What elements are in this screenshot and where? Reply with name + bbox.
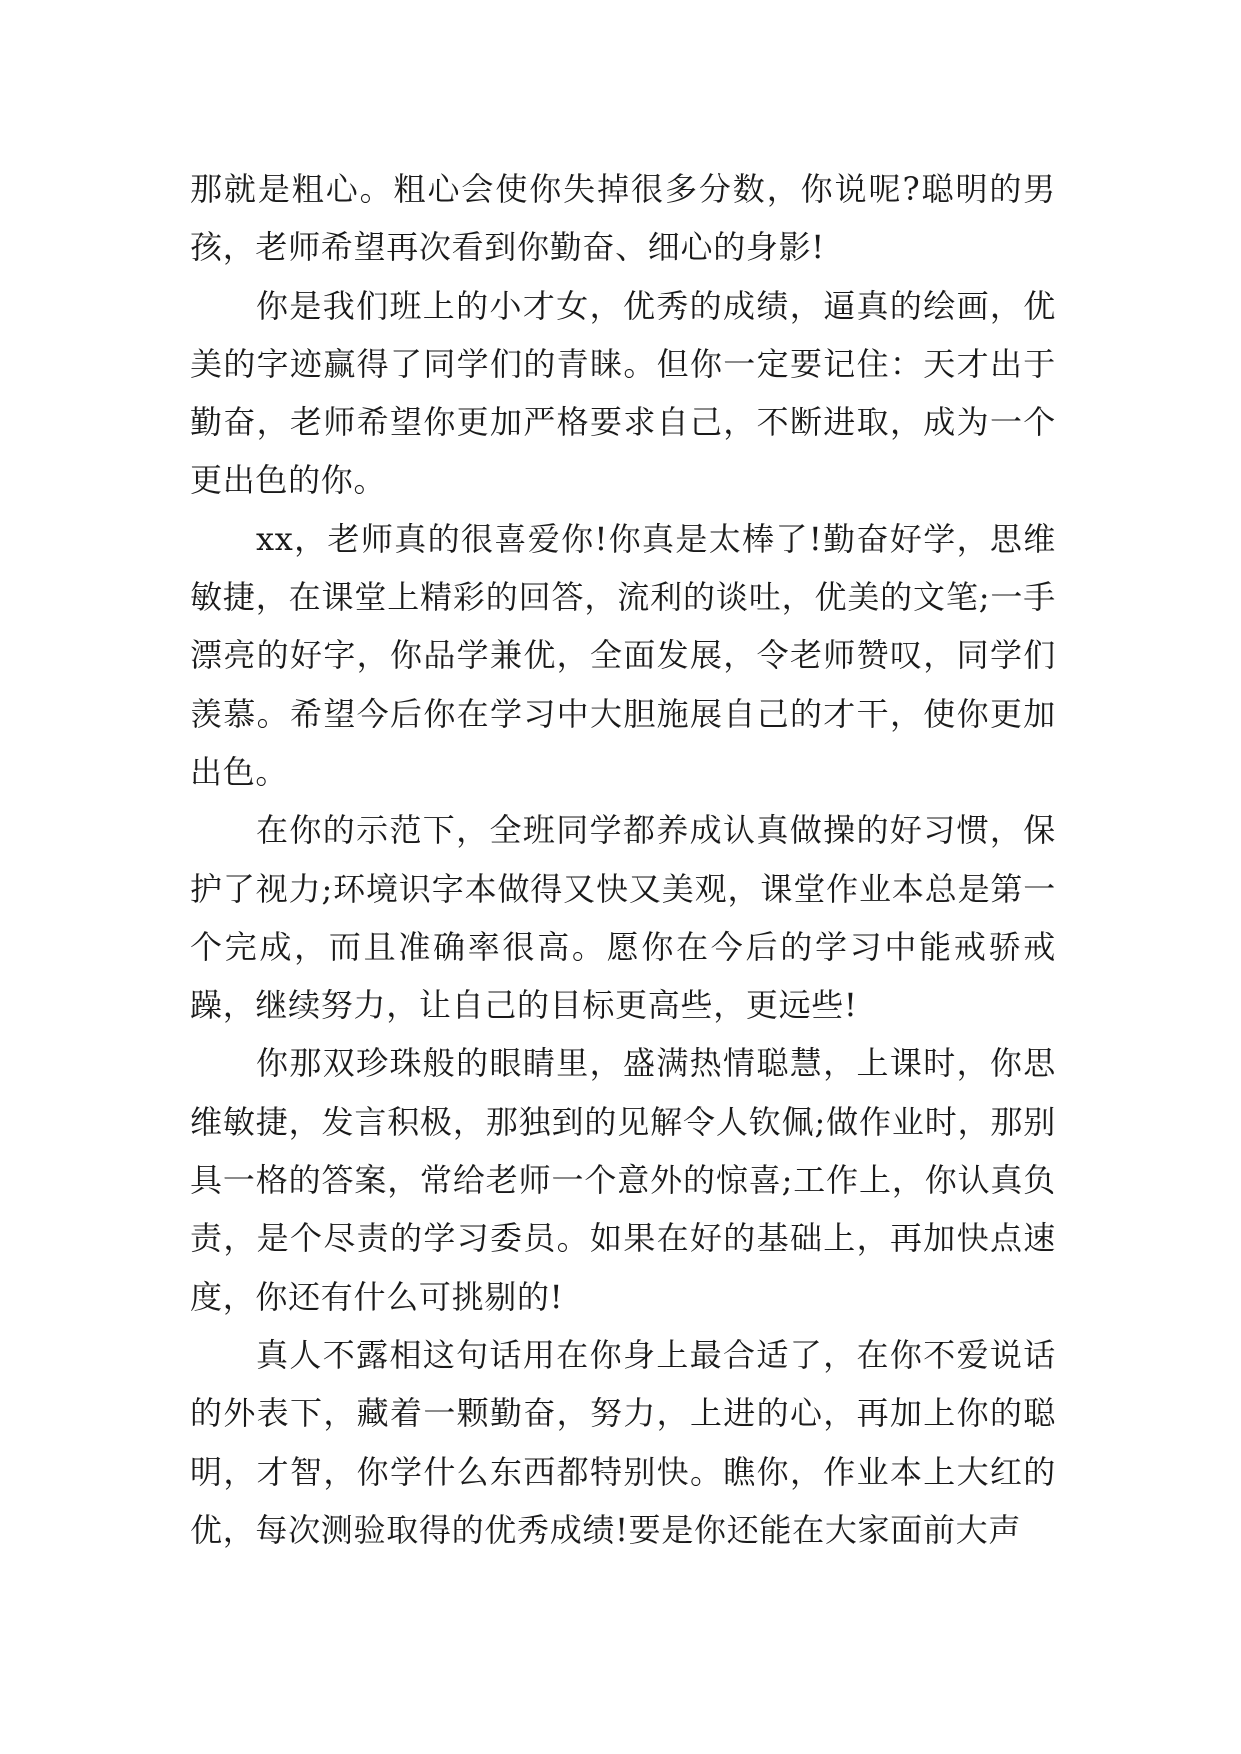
paragraph-5: 你那双珍珠般的眼睛里，盛满热情聪慧，上课时，你思维敏捷，发言积极，那独到的见解令人钦佩;做作业时，那别具一格的答案，常给老师一个意外的惊喜;工作上，你认真负责，是个尽责的学习委员。如果在好的基础上，再加快点速度，你还有什么可挑剔的! xyxy=(190,1044,1056,1316)
paragraph-6: 真人不露相这句话用在你身上最合适了，在你不爱说话的外表下，藏着一颗勤奋，努力，上进的心，再加上你的聪明，才智，你学什么东西都特别快。瞧你，作业本上大红的优，每次测验取得的优秀成绩!要是你还能在大家面前大声 xyxy=(190,1335,1056,1549)
paragraph-1: 那就是粗心。粗心会使你失掉很多分数，你说呢?聪明的男孩，老师希望再次看到你勤奋、细心的身影! xyxy=(190,170,1056,267)
paragraph-3: xx，老师真的很喜爱你!你真是太棒了!勤奋好学，思维敏捷，在课堂上精彩的回答，流利的谈吐，优美的文笔;一手漂亮的好字，你品学兼优，全面发展，令老师赞叹，同学们羡慕。希望今后你在学习中大胆施展自己的才干，使你更加出色。 xyxy=(190,519,1056,791)
paragraph-4: 在你的示范下，全班同学都养成认真做操的好习惯，保护了视力;环境识字本做得又快又美观，课堂作业本总是第一个完成，而且准确率很高。愿你在今后的学习中能戒骄戒躁，继续努力，让自己的目标更高些，更远些! xyxy=(190,811,1056,1025)
document-body xyxy=(190,160,1056,1559)
paragraph-2: 你是我们班上的小才女，优秀的成绩，逼真的绘画，优美的字迹赢得了同学们的青睐。但你一定要记住：天才出于勤奋，老师希望你更加严格要求自己，不断进取，成为一个更出色的你。 xyxy=(190,286,1056,500)
